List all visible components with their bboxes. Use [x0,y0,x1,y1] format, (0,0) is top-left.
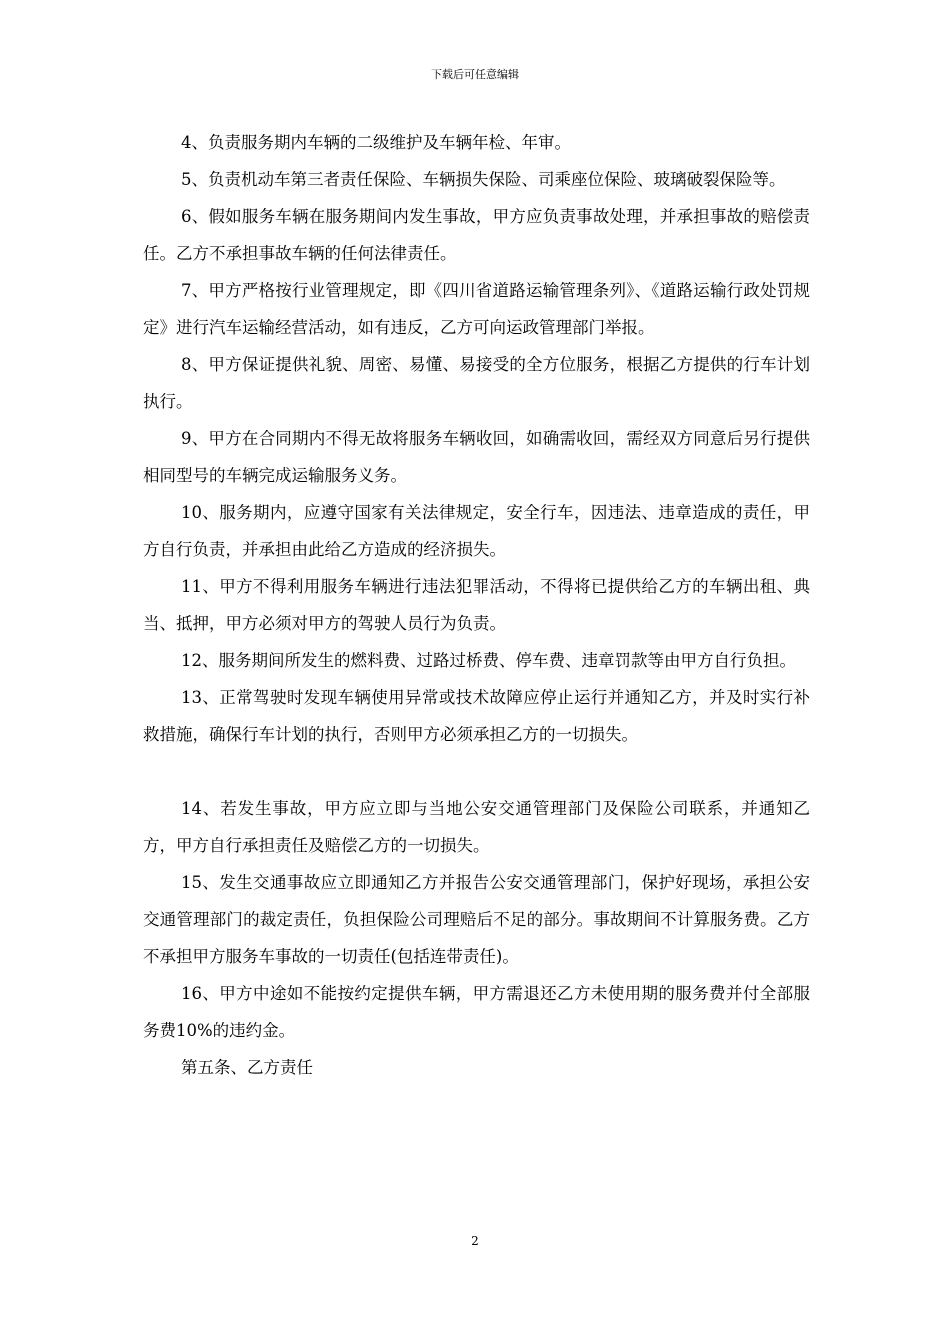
clause-5: 5、负责机动车第三者责任保险、车辆损失保险、司乘座位保险、玻璃破裂保险等。 [181,170,786,189]
clause-9: 9、甲方在合同期内不得无故将服务车辆收回，如确需收回，需经双方同意后另行提供相同型号的车辆完成运输服务义务。 [143,429,810,485]
clause-16: 16、甲方中途如不能按约定提供车辆，甲方需退还乙方未使用期的服务费并付全部服务费10%的违约金。 [143,984,810,1040]
clause-4: 4、负责服务期内车辆的二级维护及车辆年检、年审。 [181,133,571,152]
section-heading-article-5: 第五条、乙方责任 [181,1058,313,1077]
clause-14: 14、若发生事故，甲方应立即与当地公安交通管理部门及保险公司联系，并通知乙方，甲方自行承担责任及赔偿乙方的一切损失。 [143,799,810,855]
clause-6: 6、假如服务车辆在服务期间内发生事故，甲方应负责事故处理，并承担事故的赔偿责任。乙方不承担事故车辆的任何法律责任。 [143,207,810,263]
clause-15: 15、发生交通事故应立即通知乙方并报告公安交通管理部门，保护好现场，承担公安交通管理部门的裁定责任，负担保险公司理赔后不足的部分。事故期间不计算服务费。乙方不承担甲方服务车事故的一切责任(包括连带责任)。 [143,873,810,966]
clause-8: 8、甲方保证提供礼貌、周密、易懂、易接受的全方位服务，根据乙方提供的行车计划执行。 [143,355,810,411]
document-body [143,124,810,1086]
page-header: 下载后可任意编辑 [431,68,519,81]
clause-12: 12、服务期间所发生的燃料费、过路过桥费、停车费、违章罚款等由甲方自行负担。 [181,651,796,670]
clause-13: 13、正常驾驶时发现车辆使用异常或技术故障应停止运行并通知乙方，并及时实行补救措施，确保行车计划的执行，否则甲方必须承担乙方的一切损失。 [143,688,810,744]
clause-11: 11、甲方不得利用服务车辆进行违法犯罪活动，不得将已提供给乙方的车辆出租、典当、抵押，甲方必须对甲方的驾驶人员行为负责。 [143,577,810,633]
clause-7: 7、甲方严格按行业管理规定，即《四川省道路运输管理条列》、《道路运输行政处罚规定》进行汽车运输经营活动，如有违反，乙方可向运政管理部门举报。 [143,281,810,337]
page-number: 2 [471,1234,479,1248]
clause-10: 10、服务期内，应遵守国家有关法律规定，安全行车，因违法、违章造成的责任，甲方自行负责，并承担由此给乙方造成的经济损失。 [143,503,810,559]
